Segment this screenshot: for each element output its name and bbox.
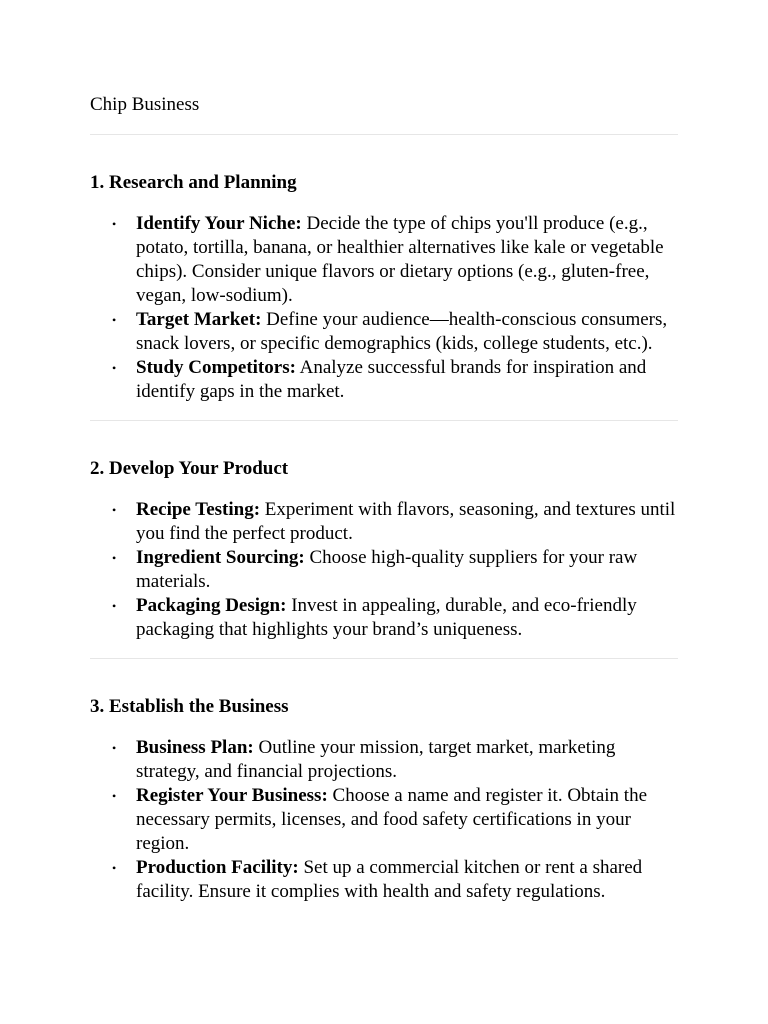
item-text: Choose a name and register it. Obtain the necessary permits, licenses, and food safety certifications in your region.	[136, 785, 647, 854]
item-text: Experiment with flavors, seasoning, and textures until you find the perfect product.	[136, 499, 676, 544]
divider	[90, 134, 678, 135]
section-heading: 1. Research and Planning	[90, 172, 297, 193]
bullet-list	[90, 498, 678, 642]
item-label: Study Competitors:	[136, 357, 296, 378]
bullet-icon: •	[112, 217, 117, 231]
bullet-icon: •	[112, 551, 117, 565]
item-text: Set up a commercial kitchen or rent a shared facility. Ensure it complies with health and safety regulations.	[136, 857, 643, 902]
list-item	[90, 212, 678, 308]
list-item	[90, 594, 678, 642]
bullet-icon: •	[112, 741, 117, 755]
item-text: Decide the type of chips you'll produce (e.g., potato, tortilla, banana, or healthier alternatives like kale or vegetable chips). Consider unique flavors or dietary options (e.g., gluten-free, vegan, low-sodium).	[136, 213, 664, 306]
document-page	[90, 92, 678, 904]
item-label: Production Facility:	[136, 857, 299, 878]
item-label: Target Market:	[136, 309, 262, 330]
item-text: Analyze successful brands for inspiration and identify gaps in the market.	[136, 357, 647, 402]
divider	[90, 658, 678, 659]
bullet-icon: •	[112, 599, 117, 613]
section-research-and-planning	[90, 170, 678, 421]
item-label: Register Your Business:	[136, 785, 328, 806]
bullet-icon: •	[112, 503, 117, 517]
document-title: Chip Business	[90, 94, 200, 115]
item-label: Ingredient Sourcing:	[136, 547, 305, 568]
bullet-icon: •	[112, 861, 117, 875]
section-establish-the-business	[90, 694, 678, 904]
bullet-icon: •	[112, 361, 117, 375]
list-item	[90, 308, 678, 356]
bullet-list	[90, 212, 678, 404]
section-develop-your-product	[90, 456, 678, 659]
list-item	[90, 356, 678, 404]
section-heading: 3. Establish the Business	[90, 696, 289, 717]
list-item	[90, 546, 678, 594]
section-heading: 2. Develop Your Product	[90, 458, 289, 479]
list-item	[90, 736, 678, 784]
bullet-list	[90, 736, 678, 904]
item-text: Outline your mission, target market, marketing strategy, and financial projections.	[136, 737, 616, 782]
divider	[90, 420, 678, 421]
item-text: Define your audience—health-conscious consumers, snack lovers, or specific demographics (kids, college students, etc.).	[136, 309, 668, 354]
item-label: Recipe Testing:	[136, 499, 261, 520]
bullet-icon: •	[112, 789, 117, 803]
list-item	[90, 784, 678, 856]
item-label: Packaging Design:	[136, 595, 287, 616]
list-item	[90, 498, 678, 546]
item-label: Identify Your Niche:	[136, 213, 302, 234]
bullet-icon: •	[112, 313, 117, 327]
item-text: Choose high-quality suppliers for your raw materials.	[136, 547, 638, 592]
item-label: Business Plan:	[136, 737, 254, 758]
item-text: Invest in appealing, durable, and eco-friendly packaging that highlights your brand’s uniqueness.	[136, 595, 637, 640]
list-item	[90, 856, 678, 904]
